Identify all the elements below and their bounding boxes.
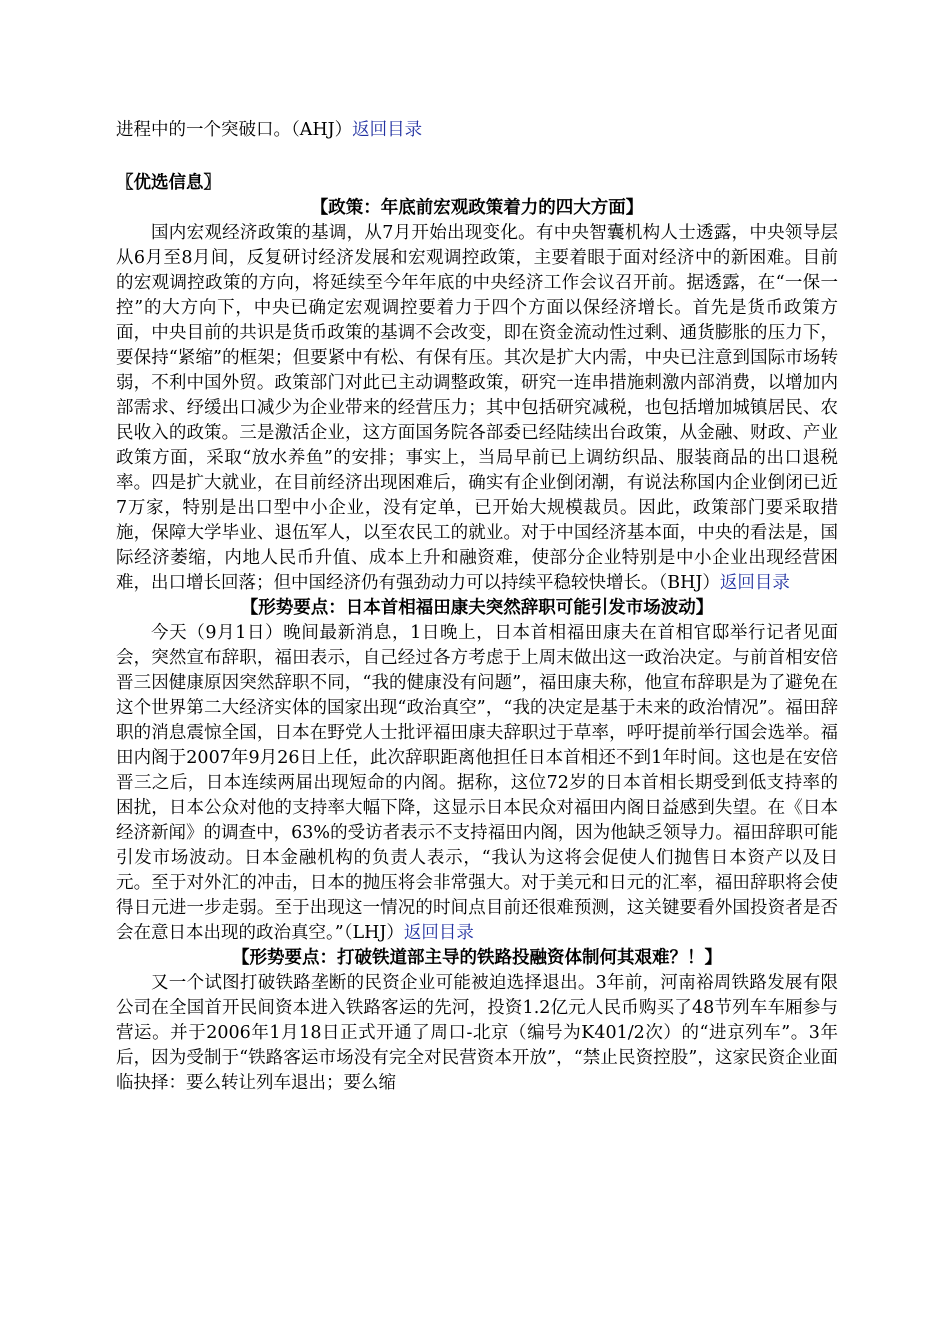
article-title: 【形势要点：打破铁道部主导的铁路投融资体制何其艰难？！】 bbox=[232, 948, 722, 968]
back-to-toc-link[interactable]: 返回目录 bbox=[352, 120, 423, 140]
article-body-text: 今天（9月1日）晚间最新消息，1日晚上，日本首相福田康夫在首相官邸举行记者见面会，突然宣布辞职，福田表示，自己经过各方考虑于上周末做出这一政治决定。与前首相安倍晋三因健康原因突然辞职不同，“我的健康没有问题”，福田康夫称，他宣布辞职是为了避免在这个世界第二大经济实体的国家出现“政治真空”，“我的决定是基于未来的政治情况”。福田辞职的消息震惊全国，日本在野党人士批评福田康夫辞职过于草率，呼吁提前举行国会选举。福田内阁于2007年9月26日上任，此次辞职距离他担任日本首相还不到1年时间。这也是在安倍晋三之后，日本连续两届出现短命的内阁。据称，这位72岁的日本首相长期受到低支持率的困扰，日本公众对他的支持率大幅下降，这显示日本民众对福田内阁日益感到失望。在《日本经济新闻》的调查中，63%的受访者表示不支持福田内阁，因为他缺乏领导力。福田辞职可能引发市场波动。日本金融机构的负责人表示，“我认为这将会促使人们抛售日本资产以及日元。至于对外汇的冲击，日本的抛压将会非常强大。对于美元和日元的汇率，福田辞职将会使得日元进一步走弱。至于出现这一情况的时间点目前还很难预测，这关键要看外国投资者是否会在意日本出现的政治真空。”（LHJ） bbox=[116, 623, 838, 943]
article-body-text: 又一个试图打破铁路垄断的民资企业可能被迫选择退出。3年前，河南裕周铁路发展有限公司在全国首开民间资本进入铁路客运的先河，投资1.2亿元人民币购买了48节列车车厢参与营运。并于2006年1月18日正式开通了周口-北京（编号为K401/2次）的“进京列车”。3年后，因为受制于“铁路客运市场没有完全对民营资本开放”，“禁止民资控股”，这家民资企业面临抉择：要么转让列车退出；要么缩 bbox=[116, 973, 838, 1093]
document-page bbox=[116, 118, 838, 1096]
article-body bbox=[116, 621, 838, 946]
article-body bbox=[116, 971, 838, 1096]
intro-text: 进程中的一个突破口。（AHJ） bbox=[116, 120, 353, 140]
article-body bbox=[116, 221, 838, 596]
article-title: 【政策：年底前宏观政策着力的四大方面】 bbox=[310, 198, 644, 218]
back-to-toc-link[interactable]: 返回目录 bbox=[719, 573, 790, 593]
back-to-toc-link[interactable]: 返回目录 bbox=[403, 923, 474, 943]
section-label: 〖优选信息〗 bbox=[116, 173, 221, 193]
intro-line bbox=[116, 118, 838, 143]
article-body-text: 国内宏观经济政策的基调，从7月开始出现变化。有中央智囊机构人士透露，中央领导层从6月至8月间，反复研讨经济发展和宏观调控政策，主要着眼于面对经济中的新困难。目前的宏观调控政策的方向，将延续至今年年底的中央经济工作会议召开前。据透露，在“一保一控”的大方向下，中央已确定宏观调控要着力于四个方面以保经济增长。首先是货币政策方面，中央目前的共识是货币政策的基调不会改变，即在资金流动性过剩、通货膨胀的压力下，要保持“紧缩”的框架；但要紧中有松、有保有压。其次是扩大内需，中央已注意到国际市场转弱，不利中国外贸。政策部门对此已主动调整政策，研究一连串措施刺激内部消费，以增加内部需求、纾缓出口减少为企业带来的经营压力；其中包括研究减税，也包括增加城镇居民、农民收入的政策。三是激活企业，这方面国务院各部委已经陆续出台政策，从金融、财政、产业政策方面，采取“放水养鱼”的安排；事实上，当局早前已上调纺织品、服装商品的出口退税率。四是扩大就业，在目前经济出现困难后，确实有企业倒闭潮，有说法称国内企业倒闭已近7万家，特别是出口型中小企业，没有定单，已开始大规模裁员。因此，政策部门要采取措施，保障大学毕业、退伍军人，以至农民工的就业。对于中国经济基本面，中央的看法是，国际经济萎缩，内地人民币升值、成本上升和融资难，使部分企业特别是中小企业出现经营困难，出口增长回落；但中国经济仍有强劲动力可以持续平稳较快增长。（BHJ） bbox=[116, 223, 838, 593]
article-title: 【形势要点：日本首相福田康夫突然辞职可能引发市场波动】 bbox=[240, 598, 714, 618]
